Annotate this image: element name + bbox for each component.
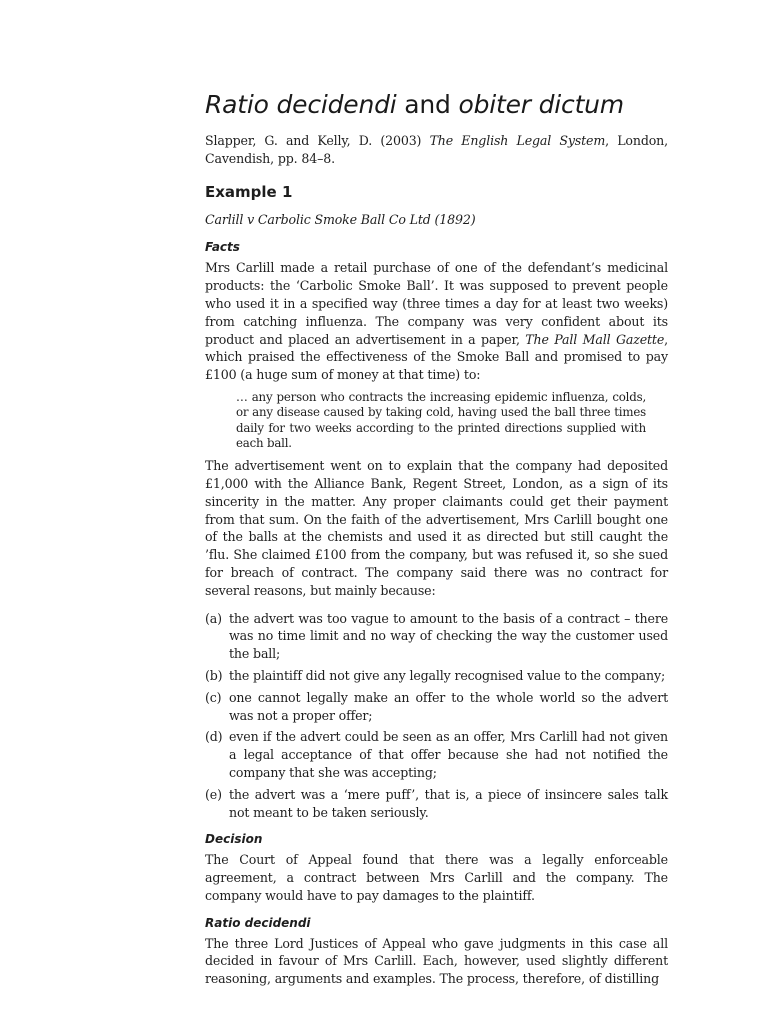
list-text: the advert was too vague to amount to the basis of a contract – there was no time limit and no way of checking the way the customer used the ball; (229, 610, 668, 662)
list-marker: (b) (205, 667, 223, 683)
decision-paragraph: The Court of Appeal found that there was a legally enforceable agreement, a contract between Mrs Carlill and the company. The company would have to pay damages to the plaintiff. (205, 852, 668, 903)
example-heading: Example 1 (205, 182, 293, 201)
list-text: one cannot legally make an offer to the whole world so the advert was not a proper offer; (229, 689, 668, 723)
list-marker: (c) (205, 689, 222, 705)
list-item (205, 610, 668, 663)
facts-para1-continuation: , which praised the effectiveness of the Smoke Ball and promised to pay £100 (a huge sum of money at that time) to: (205, 331, 668, 383)
title-ratio-decidendi: Ratio decidendi (205, 90, 397, 119)
list-marker: (a) (205, 610, 222, 626)
document-page (205, 88, 668, 988)
list-text: even if the advert could be seen as an offer, Mrs Carlill had not given a legal acceptance of that offer because she had not notified the company that she was accepting; (229, 729, 668, 780)
defence-reasons-list (205, 610, 668, 822)
list-marker: (e) (205, 786, 222, 802)
ratio-decidendi-heading: Ratio decidendi (205, 915, 311, 930)
list-item (205, 667, 668, 685)
ratio-decidendi-paragraph: The three Lord Justices of Appeal who gave judgments in this case all decided in favour of Mrs Carlill. Each, however, used slightly different reasoning, arguments and examples. The process, therefore, of distilling (205, 935, 668, 987)
decision-heading: Decision (205, 832, 263, 847)
reference-publisher: , London, Cavendish, pp. 84–8. (205, 133, 668, 166)
facts-paragraph-2: The advertisement went on to explain that the company had deposited £1,000 with the Alliance Bank, Regent Street, London, as a sign of its sincerity in the matter. Any proper claimants could get their payment from that sum. On the faith of the advertisement, Mrs Carlill bought one of the balls at the chemists and used it as directed but still caught the ’flu. She claimed £100 from the company, but was refused it, so she sued for breach of contract. The company said there was no contract for several reasons, but mainly because: (205, 458, 668, 598)
reference-authors: Slapper, G. and Kelly, D. (2003) (205, 133, 422, 148)
list-marker: (d) (205, 729, 223, 745)
case-name: Carlill v Carbolic Smoke Ball Co Ltd (1892) (205, 211, 476, 227)
source-reference (205, 132, 668, 168)
facts-heading: Facts (205, 240, 240, 255)
facts-paragraph-1 (205, 259, 668, 384)
list-item (205, 689, 668, 725)
list-text: the advert was a ‘mere puff’, that is, a piece of insincere sales talk not meant to be taken seriously. (229, 786, 668, 820)
facts-para1-text: Mrs Carlill made a retail purchase of one of the defendant’s medicinal products: the ‘Carbolic Smoke Ball’. It was supposed to prevent people who used it in a specified way (three times a day for at least two weeks) from catching influenza. The company was very confident about its product and placed an advertisement in a paper, (205, 260, 668, 347)
list-item (205, 728, 668, 781)
page-title (205, 88, 668, 122)
newspaper-name: The Pall Mall Gazette (525, 331, 665, 347)
title-and: and (404, 90, 451, 119)
reference-book-title: The English Legal System (429, 133, 606, 148)
list-text: the plaintiff did not give any legally recognised value to the company; (229, 667, 666, 683)
title-obiter-dictum: obiter dictum (458, 90, 624, 119)
list-item (205, 786, 668, 822)
advert-quote: … any person who contracts the increasing epidemic influenza, colds, or any disease caused by taking cold, having used the ball three times daily for two weeks according to the printed directions supplied with each ball. (236, 389, 646, 450)
